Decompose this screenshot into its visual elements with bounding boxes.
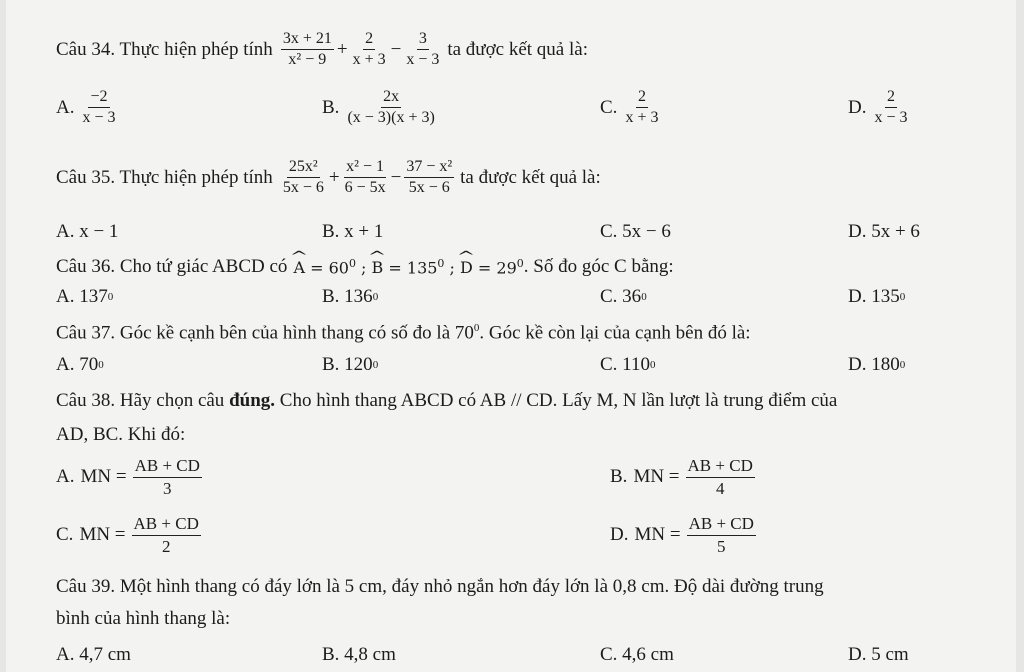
angle-a: ^ A — [293, 258, 305, 277]
angle-d: ^ D — [460, 258, 473, 277]
q34-fraction-2: $\frac{2}{x + 3}$ — [352, 30, 386, 69]
q36-option-b[interactable]: B. 136 0 — [322, 286, 379, 307]
q34-tail: ta được kết quả là: — [447, 38, 588, 60]
q35-fraction-1: $\frac{\text{25x²}}{5x - 6}$ — [282, 158, 324, 197]
q36-option-c[interactable]: C. 36 0 — [600, 286, 647, 307]
q39-option-c[interactable]: C. 4,6 cm — [600, 644, 674, 665]
q35-fraction-2: $\frac{\text{x² − 1}}{6 - 5x}$ — [344, 158, 386, 197]
question-34: Câu 34. Thực hiện phép tính $\frac{3x + 21}{\text{x² − 9}}$ + $\frac{2}{x + 3}$ − $\frac{3}{x - 3}$ ta được kết quả là: — [56, 30, 588, 69]
q35-option-b[interactable]: B. x + 1 — [322, 221, 384, 242]
q34-option-a[interactable]: A. $\frac{-2}{x - 3}$ — [56, 88, 116, 127]
q34-option-b[interactable]: B. $\frac{2x}{(x - 3)(x + 3)}$ — [322, 88, 435, 127]
question-35: Câu 35. Thực hiện phép tính $\frac{\text{25x²}}{5x - 6}$ + $\frac{\text{x² − 1}}{6 - 5x}$ − $\frac{\text{37 − x²}}{5x - 6}$ ta được kết quả là: — [56, 158, 601, 197]
q35-label: Câu 35. Thực hiện phép tính — [56, 166, 273, 188]
question-36: Câu 36. Cho tứ giác ABCD có ^ $A = 60^0$ ; ^ $B = 135^0$ ; ^ $D = 29^0$ . Số đo góc C bằng: — [56, 256, 674, 278]
q35-fraction-3: $\frac{\text{37 − x²}}{5x - 6}$ — [406, 158, 453, 197]
q36-option-a[interactable]: A. 137 0 — [56, 286, 114, 307]
q37-option-c[interactable]: C. 110 0 — [600, 354, 656, 375]
q36-label: Câu 36. Cho tứ giác ABCD có — [56, 256, 288, 277]
q38-emphasis: đúng. — [229, 390, 276, 411]
q34-option-d[interactable]: D. $\frac{2}{x - 3}$ — [848, 88, 908, 127]
question-39-line-2: bình của hình thang là: — [56, 608, 231, 629]
question-38: Câu 38. Hãy chọn câu đúng. Cho hình thang ABCD có AB // CD. Lấy M, N lần lượt là trung điểm của — [56, 390, 838, 411]
question-38-line-2: AD, BC. Khi đó: — [56, 424, 186, 445]
q35-tail: ta được kết quả là: — [460, 166, 601, 188]
q34-fraction-1: $\frac{3x + 21}{\text{x² − 9}}$ — [282, 30, 332, 69]
q35-option-a[interactable]: A. x − 1 — [56, 221, 119, 242]
question-39: Câu 39. Một hình thang có đáy lớn là 5 cm, đáy nhỏ ngắn hơn đáy lớn là 0,8 cm. Độ dài đường trung — [56, 576, 824, 597]
q34-label: Câu 34. Thực hiện phép tính — [56, 38, 273, 60]
angle-b: ^ B — [372, 258, 384, 277]
q38-option-a[interactable]: A. MN = $\frac{AB + CD}{3}$ — [56, 456, 200, 498]
worksheet-page — [6, 0, 1016, 672]
q38-option-b[interactable]: B. MN = $\frac{AB + CD}{4}$ — [610, 456, 753, 498]
q37-option-b[interactable]: B. 120 0 — [322, 354, 379, 375]
q36-tail: . Số đo góc C bằng: — [523, 256, 674, 277]
q37-option-d[interactable]: D. 180 0 — [848, 354, 906, 375]
q36-option-d[interactable]: D. 135 0 — [848, 286, 906, 307]
question-37: Câu 37. Góc kề cạnh bên của hình thang có số đo là $70^0$. Góc kề còn lại của cạnh bên đó là: — [56, 322, 751, 344]
q39-option-d[interactable]: D. 5 cm — [848, 644, 909, 665]
q34-option-c[interactable]: C. $\frac{2}{x + 3}$ — [600, 88, 659, 127]
q38-option-c[interactable]: C. MN = $\frac{AB + CD}{2}$ — [56, 514, 199, 556]
q37-option-a[interactable]: A. 70 0 — [56, 354, 104, 375]
q35-option-d[interactable]: D. 5x + 6 — [848, 221, 920, 242]
q35-option-c[interactable]: C. 5x − 6 — [600, 221, 671, 242]
q39-option-b[interactable]: B. 4,8 cm — [322, 644, 396, 665]
q34-fraction-3: $\frac{3}{x - 3}$ — [406, 30, 440, 69]
q39-option-a[interactable]: A. 4,7 cm — [56, 644, 131, 665]
q38-option-d[interactable]: D. MN = $\frac{AB + CD}{5}$ — [610, 514, 754, 556]
